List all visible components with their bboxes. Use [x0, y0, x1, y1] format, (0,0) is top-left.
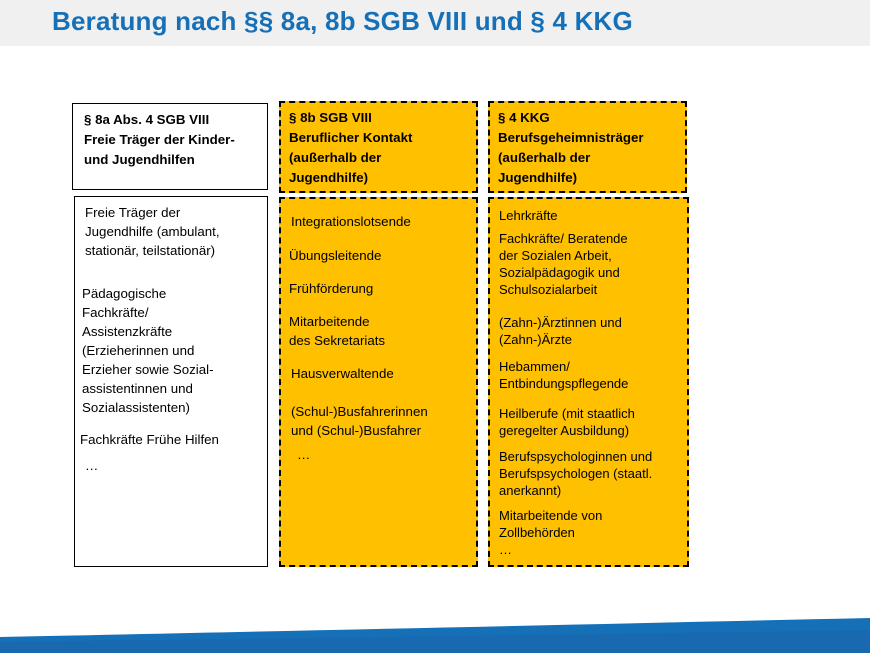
col2-item: des Sekretariats [289, 333, 386, 348]
col3-item: … [499, 542, 512, 557]
col1-item: Sozialassistenten) [82, 400, 190, 415]
col2-item: Integrationslotsende [291, 214, 411, 229]
col2-item: Hausverwaltende [291, 366, 394, 381]
col1-heading-line: und Jugendhilfen [84, 152, 195, 167]
col3-heading-line: Berufsgeheimnisträger [498, 130, 644, 145]
col1-item: … [85, 458, 99, 473]
col1-item: Pädagogische [82, 286, 167, 301]
col1-heading-box [72, 103, 268, 190]
col2-item: Frühförderung [289, 281, 374, 296]
col3-item: Zollbehörden [499, 525, 575, 540]
col1-item: Jugendhilfe (ambulant, [85, 224, 220, 239]
col3-item: Heilberufe (mit staatlich [499, 406, 635, 421]
col3-item: der Sozialen Arbeit, [499, 248, 612, 263]
col3-item: Entbindungspflegende [499, 376, 629, 391]
col2-item: Übungsleitende [289, 248, 382, 263]
col2-item: … [297, 447, 311, 462]
col3-item: Schulsozialarbeit [499, 282, 598, 297]
col2-heading-line: Jugendhilfe) [289, 170, 369, 185]
col1-heading-line: § 8a Abs. 4 SGB VIII [84, 112, 210, 127]
col2-item: (Schul-)Busfahrerinnen [291, 404, 428, 419]
col1-body-box [74, 196, 268, 567]
col3-item: Hebammen/ [499, 359, 570, 374]
col1-item: Fachkräfte/ [82, 305, 149, 320]
col3-item: Mitarbeitende von [499, 508, 603, 523]
col1-item: Fachkräfte Frühe Hilfen [80, 432, 219, 447]
col1-item: assistentinnen und [82, 381, 193, 396]
col3-item: (Zahn-)Ärztinnen und [499, 315, 622, 330]
col3-item: geregelter Ausbildung) [499, 423, 630, 438]
bottom-band [0, 610, 870, 653]
slide-title: Beratung nach §§ 8a, 8b SGB VIII und § 4 KKG [52, 6, 633, 36]
col2-heading-line: Beruflicher Kontakt [289, 130, 413, 145]
col1-item: stationär, teilstationär) [85, 243, 216, 258]
col3-heading-line: Jugendhilfe) [498, 170, 578, 185]
col3-item: Fachkräfte/ Beratende [499, 231, 628, 246]
col3-heading-line: (außerhalb der [498, 150, 591, 165]
col3-item: Berufspsychologen (staatl. [499, 466, 653, 481]
col1-item: (Erzieherinnen und [82, 343, 195, 358]
title-bar [0, 0, 870, 46]
col2-heading-line: § 8b SGB VIII [289, 110, 372, 125]
col3-heading-line: § 4 KKG [498, 110, 550, 125]
col3-item: Lehrkräfte [499, 208, 558, 223]
col3-item: Berufspsychologinnen und [499, 449, 653, 464]
col2-body-box [279, 197, 478, 567]
col2-heading-line: (außerhalb der [289, 150, 382, 165]
col3-item: Sozialpädagogik und [499, 265, 620, 280]
col3-body-box [488, 197, 689, 567]
col3-item: anerkannt) [499, 483, 562, 498]
col2-item: und (Schul-)Busfahrer [291, 423, 422, 438]
col3-heading-box [488, 101, 687, 193]
col1-item: Freie Träger der [85, 205, 181, 220]
col1-heading-line: Freie Träger der Kinder- [84, 132, 235, 147]
col2-heading-box [279, 101, 478, 193]
col3-item: (Zahn-)Ärzte [499, 332, 572, 347]
col1-item: Erzieher sowie Sozial- [82, 362, 214, 377]
col2-item: Mitarbeitende [289, 314, 370, 329]
col1-item: Assistenzkräfte [82, 324, 173, 339]
